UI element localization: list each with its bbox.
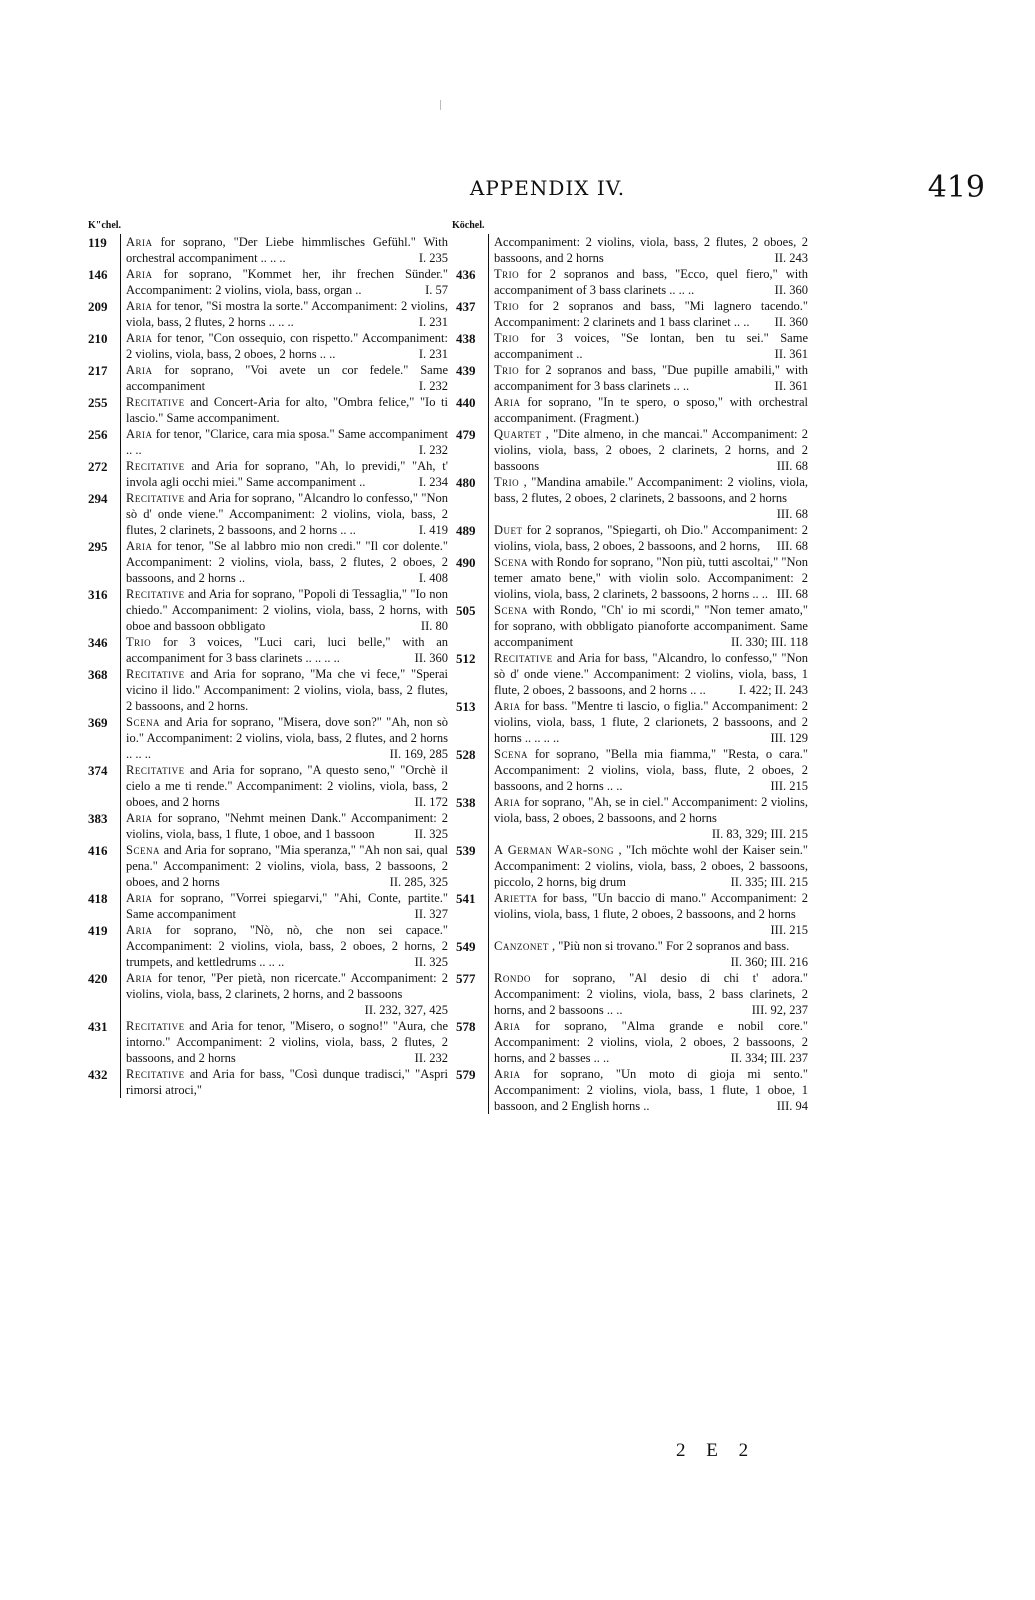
koechel-number: 368 [88, 667, 108, 682]
entry-description [488, 234, 808, 266]
entry-text: for soprano, "Voi avete un cor fedele." Same accompaniment [126, 363, 449, 393]
koechel-number: 418 [88, 891, 108, 906]
entry-description [120, 330, 448, 362]
koechel-number: 528 [456, 747, 476, 762]
catalogue-entry [456, 330, 808, 362]
entry-form: Aria [126, 971, 153, 985]
catalogue-entry [88, 842, 448, 890]
koechel-number: 512 [456, 651, 476, 666]
entry-text: for tenor, "Con ossequio, con rispetto." Accompaniment: 2 violins, viola, bass, 2 oboes, 2 horns .. .. [126, 331, 448, 361]
entry-description [488, 266, 808, 298]
catalogue-entry [456, 746, 808, 794]
volume-page-reference: I. 231 [418, 347, 448, 361]
koechel-number: 210 [88, 331, 108, 346]
volume-page-reference: II. 361 [774, 379, 808, 393]
entry-text: and Aria for soprano, "Misera, dove son?" "Ah, non sò io." Accompaniment: 2 violins, viola, bass, 2 flutes, and 2 horns .. .. .. [126, 715, 449, 761]
koechel-number: 437 [456, 299, 476, 314]
entry-text: , "Mandina amabile." Accompaniment: 2 violins, viola, bass, 2 flutes, 2 oboes, 2 clarinets, 2 bassoons, and 2 horns [494, 475, 809, 505]
volume-page-reference: III. 129 [770, 731, 808, 745]
running-title: APPENDIX IV. [469, 176, 626, 200]
catalogue-entry [88, 426, 448, 458]
volume-page-reference: II. 325 [414, 827, 448, 841]
volume-page-reference: II. 243 [774, 251, 808, 265]
koechel-number: 272 [88, 459, 108, 474]
volume-page-reference: II. 172 [414, 795, 448, 809]
volume-page-reference: II. 360 [774, 283, 808, 297]
entry-text: for soprano, "Nò, nò, che non sei capace." Accompaniment: 2 violins, viola, bass, 2 oboes, 2 horns, 2 trumpets, and kettledrums .. .. .. [126, 923, 448, 969]
catalogue-entry [456, 970, 808, 1018]
catalogue-entry [88, 394, 448, 426]
catalogue-entry [88, 586, 448, 634]
entry-description [120, 762, 448, 810]
entry-text: for 2 sopranos and bass, "Due pupille amabili," with accompaniment for 3 bass clarinets .. .. [494, 363, 808, 393]
entry-form: Trio [494, 363, 520, 377]
entry-description [488, 650, 808, 698]
entry-text: for soprano, "In te spero, o sposo," with orchestral accompaniment. (Fragment.) [494, 395, 808, 425]
entry-form: Recitative [126, 1067, 185, 1081]
entry-text: and Aria for soprano, "Ma che vi fece," "Sperai vicino il lido." Accompaniment: 2 violins, viola, bass, 2 flutes, 2 bassoons, and 2 horns. [126, 667, 449, 713]
catalogue-entry [88, 970, 448, 1018]
catalogue-entry [456, 474, 808, 522]
koechel-number: 294 [88, 491, 108, 506]
volume-page-reference: III. 68 [776, 587, 808, 601]
koechel-number: 209 [88, 299, 108, 314]
catalogue-entry [456, 234, 808, 266]
catalogue-entry [88, 890, 448, 922]
entry-text: and Concert-Aria for alto, "Ombra felice," "Io ti lascio." Same accompaniment. [126, 395, 448, 425]
catalogue-entry [456, 794, 808, 842]
catalogue-entry [456, 362, 808, 394]
volume-page-reference: III. 92, 237 [751, 1003, 808, 1017]
entry-text: and Aria for soprano, "A questo seno," "Orchè il cielo a me ti rende." Accompaniment: 2 violins, viola, bass, 2 oboes, and 2 horns [126, 763, 448, 809]
entry-description [488, 362, 808, 394]
volume-page-reference: II. 169, 285 [389, 747, 448, 761]
entry-text: and Aria for bass, "Così dunque tradisci," "Aspri rimorsi atroci," [126, 1067, 448, 1097]
entry-description [120, 298, 448, 330]
entry-text: for soprano, "Al desio di chi t' adora." Accompaniment: 2 violins, viola, bass, 2 bass clarinets, 2 horns, and 2 bassoons .. .. [494, 971, 809, 1017]
volume-page-reference: II. 285, 325 [389, 875, 448, 889]
volume-page-reference: I. 232 [418, 379, 448, 393]
page-mark [440, 100, 441, 110]
entry-description [120, 634, 448, 666]
volume-page-reference: I. 57 [425, 283, 448, 297]
catalogue-entry [456, 426, 808, 474]
catalogue-entry [88, 1018, 448, 1066]
catalogue-entry [88, 362, 448, 394]
entry-form: Aria [494, 699, 521, 713]
entry-description [488, 522, 808, 554]
entry-description [488, 298, 808, 330]
entry-text: and Aria for soprano, "Popoli di Tessaglia," "Io non chiedo." Accompaniment: 2 violins, viola, bass, 2 horns, with oboe and bassoon obbligato [126, 587, 448, 633]
entry-form: Aria [494, 795, 521, 809]
entry-form: Rondo [494, 971, 531, 985]
entry-text: for 3 voices, "Luci cari, luci belle," with an accompaniment for 3 bass clarinets .. .. .. .. [126, 635, 448, 665]
koechel-number: 489 [456, 523, 476, 538]
entry-text: for soprano, "Bella mia fiamma," "Resta, o cara." Accompaniment: 2 violins, viola, bass, flute, 2 oboes, 2 bassoons, and 2 horns .. .. [494, 747, 808, 793]
entry-text: Accompaniment: 2 violins, viola, bass, 2 flutes, 2 oboes, 2 bassoons, and 2 horns [494, 235, 808, 265]
koechel-number: 577 [456, 971, 476, 986]
entry-description [488, 794, 808, 842]
entry-form: Trio [494, 267, 520, 281]
koechel-number: 513 [456, 699, 476, 714]
koechel-number: 416 [88, 843, 108, 858]
catalogue-entry [88, 298, 448, 330]
entry-form: Recitative [126, 1019, 185, 1033]
catalogue-entry [88, 634, 448, 666]
koechel-number: 541 [456, 891, 476, 906]
entry-text: and Aria for tenor, "Misero, o sogno!" "Aura, che intorno." Accompaniment: 2 violins, viola, bass, 2 flutes, 2 bassoons, and 2 horns [126, 1019, 448, 1065]
koechel-number: 578 [456, 1019, 476, 1034]
entry-text: for tenor, "Se al labbro mio non credi." "Il cor dolente." Accompaniment: 2 violins, viola, bass, 2 flutes, 2 oboes, 2 bassoons, and 2 horns .. [126, 539, 448, 585]
entry-description [488, 330, 808, 362]
entry-text: for bass, "Un baccio di mano." Accompaniment: 2 violins, viola, bass, 1 flute, 2 oboes, 2 bassoons, and 2 horns [494, 891, 808, 921]
entry-form: Quartet [494, 427, 542, 441]
entry-description [488, 698, 808, 746]
volume-page-reference: II. 330; III. 118 [731, 635, 808, 649]
catalogue-entry [456, 602, 808, 650]
entry-description [120, 426, 448, 458]
entry-form: Aria [126, 267, 153, 281]
entry-form: Aria [126, 427, 153, 441]
volume-page-reference: III. 215 [770, 923, 808, 937]
entry-form: Recitative [126, 491, 185, 505]
entry-form: Aria [126, 891, 153, 905]
volume-page-reference: II. 360 [414, 651, 448, 665]
signature-mark: 2 E 2 [676, 1440, 757, 1461]
koechel-number: 480 [456, 475, 476, 490]
catalogue-entry [456, 522, 808, 554]
entry-text: , "Dite almeno, in che mancai." Accompaniment: 2 violins, viola, bass, 2 oboes, 2 clarinets, 2 horns, and 2 bassoons [494, 427, 809, 473]
entry-text: for soprano, "Alma grande e nobil core." Accompaniment: 2 violins, viola, 2 oboes, 2 bassoons, 2 horns, and 2 basses .. .. [494, 1019, 809, 1065]
volume-page-reference: II. 360; III. 216 [730, 955, 808, 969]
koechel-number: 436 [456, 267, 476, 282]
catalogue-entry [456, 1018, 808, 1066]
entry-form: Recitative [126, 459, 185, 473]
entry-text: with Rondo for soprano, "Non più, tutti ascoltai," "Non temer amato bene," with violin solo. Accompaniment: 2 violins, viola, bass, 2 clarinets, 2 bassoons, 2 horns .. .. [494, 555, 809, 601]
entry-description [488, 842, 808, 890]
right-column-head: Köchel. [452, 220, 485, 231]
catalogue-entry [456, 394, 808, 426]
catalogue-entry [456, 842, 808, 890]
entry-text: for tenor, "Clarice, cara mia sposa." Same accompaniment .. .. [126, 427, 448, 457]
catalogue-entry [456, 890, 808, 938]
koechel-number: 490 [456, 555, 476, 570]
entry-form: Aria [126, 235, 153, 249]
entry-description [120, 490, 448, 538]
volume-page-reference: II. 325 [414, 955, 448, 969]
entry-text: for soprano, "Vorrei spiegarvi," "Ahi, Conte, partite." Same accompaniment [126, 891, 448, 921]
entry-form: Trio [494, 299, 520, 313]
koechel-number: 374 [88, 763, 108, 778]
entry-text: for soprano, "Nehmt meinen Dank." Accompaniment: 2 violins, viola, bass, 1 flute, 1 oboe, and 1 bassoon [126, 811, 448, 841]
entry-description [488, 1018, 808, 1066]
page-number: 419 [927, 170, 985, 205]
entry-form: Aria [494, 1019, 521, 1033]
volume-page-reference: II. 80 [420, 619, 448, 633]
koechel-number: 146 [88, 267, 108, 282]
koechel-number: 369 [88, 715, 108, 730]
entry-form: A German War-song [494, 843, 614, 857]
entry-description [488, 746, 808, 794]
entry-form: Recitative [126, 587, 185, 601]
entry-description [488, 890, 808, 938]
catalogue-entry [88, 762, 448, 810]
volume-page-reference: II. 334; III. 237 [730, 1051, 808, 1065]
catalogue-entry [88, 666, 448, 714]
entry-form: Scena [494, 603, 528, 617]
entry-description [120, 810, 448, 842]
entry-description [488, 1066, 808, 1114]
volume-page-reference: I. 231 [418, 315, 448, 329]
entry-form: Aria [494, 395, 521, 409]
entry-description [488, 394, 808, 426]
koechel-number [456, 234, 488, 235]
catalogue-entry [456, 266, 808, 298]
volume-page-reference: II. 327 [414, 907, 448, 921]
entry-form: Scena [126, 843, 160, 857]
entry-form: Trio [494, 331, 520, 345]
entry-description [120, 586, 448, 634]
entry-form: Scena [494, 555, 528, 569]
catalogue-entry [88, 810, 448, 842]
entry-form: Arietta [494, 891, 538, 905]
catalogue-entry [88, 922, 448, 970]
entry-text: for soprano, "Un moto di gioja mi sento." Accompaniment: 2 violins, viola, bass, 1 flute, 1 oboe, 1 bassoon, and 2 English horns .. [494, 1067, 808, 1113]
entry-text: for soprano, "Ah, se in ciel." Accompaniment: 2 violins, viola, bass, 2 oboes, 2 bassoons, and 2 horns [494, 795, 808, 825]
koechel-number: 440 [456, 395, 476, 410]
entry-text: , "Ich möchte wohl der Kaiser sein." Accompaniment: 2 violins, viola, bass, 2 oboes, 2 bassoons, piccolo, 2 horns, big drum [494, 843, 809, 889]
volume-page-reference: I. 422; II. 243 [738, 683, 808, 697]
entry-description [120, 970, 448, 1018]
right-column [456, 234, 808, 1114]
koechel-number: 346 [88, 635, 108, 650]
koechel-number: 419 [88, 923, 108, 938]
entry-text: for 3 voices, "Se lontan, ben tu sei." Same accompaniment .. [494, 331, 808, 361]
entry-form: Aria [126, 539, 153, 553]
entry-text: and Aria for soprano, "Mia speranza," "Ah non sai, qual pena." Accompaniment: 2 violins, viola, bass, 2 bassoons, 2 oboes, and 2 horns [126, 843, 448, 889]
entry-description [488, 474, 808, 522]
volume-page-reference: I. 234 [418, 475, 448, 489]
volume-page-reference: II. 232, 327, 425 [364, 1003, 448, 1017]
entry-form: Duet [494, 523, 523, 537]
entry-description [120, 538, 448, 586]
entry-description [488, 970, 808, 1018]
entry-text: and Aria for bass, "Alcandro, lo confesso," "Non sò d' onde viene." Accompaniment: 2 violins, viola, bass, 1 flute, 2 oboes, 2 bassoons, and 2 horns .. .. [494, 651, 809, 697]
catalogue-entry [88, 1066, 448, 1098]
catalogue-entry [456, 650, 808, 698]
entry-description [120, 890, 448, 922]
entry-form: Recitative [126, 763, 185, 777]
entry-text: with Rondo, "Ch' io mi scordi," "Non temer amato," for soprano, with obbligato pianoforte accompaniment. Same accompaniment [494, 603, 808, 649]
entry-text: and Aria for soprano, "Alcandro lo confesso," "Non sò d' onde viene." Accompaniment: 2 violins, viola, bass, 2 flutes, 2 clarinets, 2 bassoons, and 2 horns .. .. [126, 491, 448, 537]
catalogue-entry [88, 538, 448, 586]
volume-page-reference: II. 232 [414, 1051, 448, 1065]
entry-description [120, 394, 448, 426]
catalogue-entry [456, 938, 808, 970]
entry-form: Aria [126, 363, 153, 377]
entry-description [488, 426, 808, 474]
entry-description [120, 666, 448, 714]
volume-page-reference: III. 215 [770, 779, 808, 793]
volume-page-reference: I. 235 [418, 251, 448, 265]
entry-description [120, 922, 448, 970]
catalogue-entry [456, 554, 808, 602]
entry-form: Scena [494, 747, 528, 761]
entry-description [120, 362, 448, 394]
entry-description [120, 842, 448, 890]
entry-text: for 2 sopranos, "Spiegarti, oh Dio." Accompaniment: 2 violins, viola, bass, 2 oboes, 2 bassoons, and 2 horns, [494, 523, 808, 553]
entry-description [120, 266, 448, 298]
catalogue-entry [456, 1066, 808, 1114]
entry-form: Recitative [494, 651, 553, 665]
entry-description [488, 602, 808, 650]
entry-form: Aria [126, 811, 153, 825]
catalogue-entry [88, 266, 448, 298]
entry-description [120, 458, 448, 490]
page-header [60, 170, 1035, 212]
volume-page-reference: II. 335; III. 215 [730, 875, 808, 889]
koechel-number: 431 [88, 1019, 108, 1034]
catalogue-entry [88, 490, 448, 538]
entry-text: for 2 sopranos and bass, "Ecco, quel fiero," with accompaniment of 3 bass clarinets .. .. .. [494, 267, 808, 297]
entry-form: Scena [126, 715, 160, 729]
entry-form: Aria [126, 923, 153, 937]
entry-text: for tenor, "Per pietà, non ricercate." Accompaniment: 2 violins, viola, bass, 2 clarinets, 2 horns, and 2 bassoons [126, 971, 449, 1001]
volume-page-reference: I. 408 [418, 571, 448, 585]
entry-form: Canzonet [494, 939, 549, 953]
koechel-number: 579 [456, 1067, 476, 1082]
volume-page-reference: II. 360 [774, 315, 808, 329]
volume-page-reference: III. 68 [776, 539, 808, 553]
koechel-number: 432 [88, 1067, 108, 1082]
catalogue-entry [456, 698, 808, 746]
entry-form: Aria [126, 299, 153, 313]
volume-page-reference: II. 361 [774, 347, 808, 361]
entry-description [120, 1018, 448, 1066]
koechel-number: 439 [456, 363, 476, 378]
koechel-number: 538 [456, 795, 476, 810]
entry-form: Aria [494, 1067, 521, 1081]
volume-page-reference: I. 232 [418, 443, 448, 457]
entry-form: Recitative [126, 667, 185, 681]
entry-text: for bass. "Mentre ti lascio, o figlia." Accompaniment: 2 violins, viola, bass, 1 flute, 2 clarionets, 2 bassoons, and 2 horns .. .. .. .. [494, 699, 809, 745]
entry-description [120, 1066, 448, 1098]
koechel-number: 255 [88, 395, 108, 410]
left-column-head: K"chel. [88, 220, 122, 231]
koechel-number: 479 [456, 427, 476, 442]
entry-text: , "Più non si trovano." For 2 sopranos and bass. [551, 939, 790, 953]
entry-description [120, 714, 448, 762]
catalogue-entry [88, 234, 448, 266]
entry-text: and Aria for soprano, "Ah, lo previdi," "Ah, t' invola agli occhi miei." Same accompaniment .. [126, 459, 449, 489]
koechel-number: 256 [88, 427, 108, 442]
entry-description [120, 234, 448, 266]
entry-form: Aria [126, 331, 153, 345]
volume-page-reference: III. 68 [776, 459, 808, 473]
koechel-number: 539 [456, 843, 476, 858]
entry-form: Trio [126, 635, 152, 649]
koechel-number: 420 [88, 971, 108, 986]
koechel-number: 295 [88, 539, 108, 554]
left-column [88, 234, 448, 1098]
volume-page-reference: I. 419 [418, 523, 448, 537]
koechel-number: 316 [88, 587, 108, 602]
koechel-number: 217 [88, 363, 108, 378]
koechel-number: 383 [88, 811, 108, 826]
catalogue-entry [88, 458, 448, 490]
entry-text: for soprano, "Der Liebe himmlisches Gefühl." With orchestral accompaniment .. .. .. [126, 235, 449, 265]
volume-page-reference: III. 94 [776, 1099, 808, 1113]
entry-description [488, 554, 808, 602]
entry-text: for tenor, "Si mostra la sorte." Accompaniment: 2 violins, viola, bass, 2 flutes, 2 horns .. .. .. [126, 299, 449, 329]
entry-form: Trio [494, 475, 520, 489]
koechel-number: 438 [456, 331, 476, 346]
entry-form: Recitative [126, 395, 185, 409]
koechel-number: 549 [456, 939, 476, 954]
catalogue-entry [88, 714, 448, 762]
catalogue-entry [456, 298, 808, 330]
catalogue-entry [88, 330, 448, 362]
koechel-number: 505 [456, 603, 476, 618]
entry-text: for soprano, "Kommet her, ihr frechen Sünder." Accompaniment: 2 violins, viola, bass, organ .. [126, 267, 448, 297]
volume-page-reference: III. 68 [776, 507, 808, 521]
volume-page-reference: II. 83, 329; III. 215 [711, 827, 808, 841]
koechel-number: 119 [88, 235, 107, 250]
entry-description [488, 938, 808, 970]
entry-text: for 2 sopranos and bass, "Mi lagnero tacendo." Accompaniment: 2 clarinets and 1 bass clarinet .. .. [494, 299, 808, 329]
